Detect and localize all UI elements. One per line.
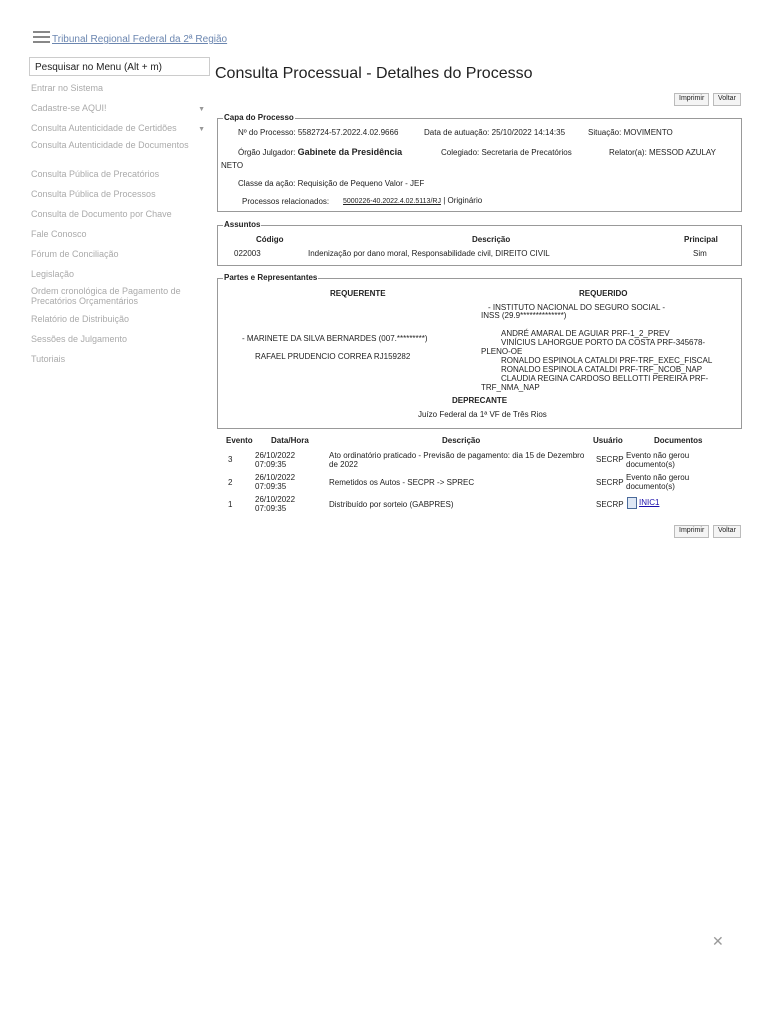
- orgao-julgador: [238, 147, 402, 157]
- num-label: Nº do Processo:: [238, 128, 296, 137]
- requerido-name-cont: INSS (29.9**************): [481, 311, 567, 320]
- assunto-principal: Sim: [693, 249, 707, 258]
- partes-legend: Partes e Representantes: [224, 273, 318, 282]
- relacionado-tipo: | Originário: [443, 196, 483, 205]
- eventos-header-data: Data/Hora: [271, 436, 309, 445]
- num-value: 5582724-57.2022.4.02.9666: [297, 128, 399, 137]
- evento-documentos: Evento não gerou: [626, 473, 690, 482]
- sidebar-item-label: Fale Conosco: [31, 229, 87, 239]
- page-title: Consulta Processual - Detalhes do Processo: [215, 65, 533, 82]
- deprecante-value: Juízo Federal da 1ª VF de Três Rios: [418, 410, 547, 419]
- sidebar-item-autenticidade-certidoes[interactable]: [31, 123, 209, 133]
- print-button-top[interactable]: Imprimir: [674, 93, 709, 106]
- partes-section: [217, 273, 742, 429]
- evento-documentos-cont: documento(s): [626, 482, 675, 491]
- classe-label: Classe da ação:: [238, 179, 296, 188]
- sidebar-item-label: Tutoriais: [31, 354, 66, 364]
- menu-hamburger-icon[interactable]: [33, 31, 50, 43]
- inic1-link[interactable]: INIC1: [639, 498, 660, 508]
- sidebar-item-documento-chave[interactable]: [31, 209, 209, 219]
- data-autuacao: [424, 128, 565, 137]
- processos-relacionados-label: Processos relacionados:: [242, 197, 330, 206]
- requerido-rep: CLAUDIA REGINA CARDOSO BELLOTTI PEREIRA PRF-: [501, 374, 709, 383]
- evento-documento-link[interactable]: [627, 497, 659, 509]
- colegiado-value: Secretaria de Precatórios: [481, 148, 572, 157]
- eventos-header-descricao: Descrição: [442, 436, 481, 445]
- evento-num: 2: [228, 478, 233, 487]
- evento-usuario: SECRP: [596, 478, 624, 487]
- back-button-bottom[interactable]: Voltar: [713, 525, 741, 538]
- situacao-value: MOVIMENTO: [623, 128, 673, 137]
- close-icon[interactable]: ✕: [712, 933, 724, 949]
- requerente-advogado: RAFAEL PRUDENCIO CORREA RJ159282: [255, 352, 411, 361]
- org-home-link[interactable]: Tribunal Regional Federal da 2ª Região: [52, 34, 228, 45]
- assuntos-legend: Assuntos: [224, 220, 261, 229]
- evento-documentos-cont: documento(s): [626, 460, 675, 469]
- relator-continuation: NETO: [221, 161, 244, 170]
- orgao-value: Gabinete da Presidência: [297, 147, 403, 157]
- colegiado: [441, 148, 572, 157]
- sidebar-item-relatorio[interactable]: [31, 314, 209, 324]
- sidebar-item-entrar[interactable]: [31, 83, 209, 93]
- sidebar-item-label: Fórum de Conciliação: [31, 249, 119, 259]
- menu-search-input[interactable]: Pesquisar no Menu (Alt + m): [29, 57, 210, 76]
- sidebar-item-label: Consulta de Documento por Chave: [31, 209, 172, 219]
- eventos-header-evento: Evento: [226, 436, 253, 445]
- evento-usuario: SECRP: [596, 455, 624, 464]
- requerido-header: REQUERIDO: [579, 289, 628, 298]
- assunto-descricao: Indenização por dano moral, Responsabilidade civil, DIREITO CIVIL: [308, 249, 550, 258]
- requerente-header: REQUERENTE: [330, 289, 386, 298]
- sidebar-item-label: Sessões de Julgamento: [31, 334, 128, 344]
- requerente-name: - MARINETE DA SILVA BERNARDES (007.*********): [242, 334, 428, 343]
- evento-descricao: Ato ordinatório praticado - Previsão de pagamento: dia 15 de Dezembro: [329, 451, 585, 460]
- evento-hora: 07:09:35: [255, 504, 287, 513]
- evento-descricao-cont: de 2022: [329, 460, 358, 469]
- chevron-down-icon: ▼: [198, 126, 205, 133]
- assuntos-header-principal: Principal: [684, 235, 718, 244]
- colegiado-label: Colegiado:: [441, 148, 480, 157]
- evento-num: 1: [228, 500, 233, 509]
- sidebar-item-legislacao[interactable]: [31, 269, 209, 279]
- num-processo: [238, 128, 398, 137]
- sidebar-item-label: Consulta Autenticidade de Certidões: [31, 123, 177, 133]
- sidebar-item-label: Consulta Pública de Processos: [31, 189, 156, 199]
- deprecante-header: DEPRECANTE: [452, 396, 508, 405]
- sidebar-item-processos[interactable]: [31, 189, 209, 199]
- assuntos-section: [217, 220, 742, 266]
- requerido-name: - INSTITUTO NACIONAL DO SEGURO SOCIAL -: [488, 303, 666, 312]
- sidebar-item-label: Consulta Autenticidade de Documentos: [31, 140, 189, 150]
- sidebar-item-sessoes[interactable]: [31, 334, 209, 344]
- evento-hora: 07:09:35: [255, 482, 287, 491]
- chevron-down-icon: ▼: [198, 106, 205, 113]
- requerido-rep-cont: PLENO-OE: [481, 347, 523, 356]
- classe-acao: [238, 179, 424, 188]
- back-button-top[interactable]: Voltar: [713, 93, 741, 106]
- evento-descricao: Distribuído por sorteio (GABPRES): [329, 500, 454, 509]
- sidebar-item-ordem-cronologica[interactable]: [31, 286, 209, 306]
- evento-num: 3: [228, 455, 233, 464]
- sidebar-item-label: Ordem cronológica de Pagamento de Precatórios Orçamentários: [31, 286, 181, 306]
- requerido-rep: ANDRÉ AMARAL DE AGUIAR PRF-1_2_PREV: [501, 329, 670, 338]
- evento-descricao: Remetidos os Autos - SECPR -> SPREC: [329, 478, 475, 487]
- evento-data: 26/10/2022: [255, 473, 296, 482]
- sidebar-item-autenticidade-documentos[interactable]: [31, 140, 209, 150]
- data-label: Data de autuação:: [424, 128, 490, 137]
- situacao: [588, 128, 673, 137]
- requerido-rep: VINÍCIUS LAHORGUE PORTO DA COSTA PRF-345678-: [501, 338, 706, 347]
- sidebar-item-cadastre[interactable]: [31, 103, 209, 113]
- relator-label: Relator(a):: [609, 148, 647, 157]
- processos-relacionados: [343, 196, 482, 205]
- print-button-bottom[interactable]: Imprimir: [674, 525, 709, 538]
- sidebar-item-label: Consulta Pública de Precatórios: [31, 169, 160, 179]
- evento-data: 26/10/2022: [255, 451, 296, 460]
- capa-section: [217, 113, 742, 212]
- eventos-header-usuario: Usuário: [593, 436, 623, 445]
- sidebar-item-label: Relatório de Distribuição: [31, 314, 130, 324]
- relator: [609, 148, 716, 157]
- requerido-rep-cont: TRF_NMA_NAP: [481, 383, 540, 392]
- sidebar-item-label: Legislação: [31, 269, 75, 279]
- data-value: 25/10/2022 14:14:35: [491, 128, 566, 137]
- sidebar-item-tutoriais[interactable]: [31, 354, 209, 364]
- processo-relacionado-link[interactable]: 5000226-40.2022.4.02.5113/RJ: [343, 198, 441, 205]
- sidebar-item-label: Cadastre-se AQUI!: [31, 103, 107, 113]
- sidebar-item-precatorios[interactable]: [31, 169, 209, 179]
- eventos-header-documentos: Documentos: [654, 436, 703, 445]
- situacao-label: Situação:: [588, 128, 622, 137]
- evento-data: 26/10/2022: [255, 495, 296, 504]
- capa-legend: Capa do Processo: [224, 113, 294, 122]
- sidebar-item-forum[interactable]: [31, 249, 209, 259]
- assuntos-header-codigo: Código: [256, 235, 284, 244]
- evento-hora: 07:09:35: [255, 460, 287, 469]
- document-icon: [627, 497, 637, 509]
- orgao-label: Órgão Julgador:: [238, 148, 296, 157]
- assuntos-header-descricao: Descrição: [472, 235, 511, 244]
- evento-documentos: Evento não gerou: [626, 451, 690, 460]
- sidebar-item-fale-conosco[interactable]: [31, 229, 209, 239]
- relator-value: MESSOD AZULAY: [649, 148, 717, 157]
- evento-usuario: SECRP: [596, 500, 624, 509]
- assunto-codigo: 022003: [234, 249, 261, 258]
- classe-value: Requisição de Pequeno Valor - JEF: [297, 179, 425, 188]
- sidebar-item-label: Entrar no Sistema: [31, 83, 104, 93]
- requerido-rep: RONALDO ESPINOLA CATALDI PRF-TRF_NCOB_NAP: [501, 365, 703, 374]
- requerido-rep: RONALDO ESPINOLA CATALDI PRF-TRF_EXEC_FISCAL: [501, 356, 713, 365]
